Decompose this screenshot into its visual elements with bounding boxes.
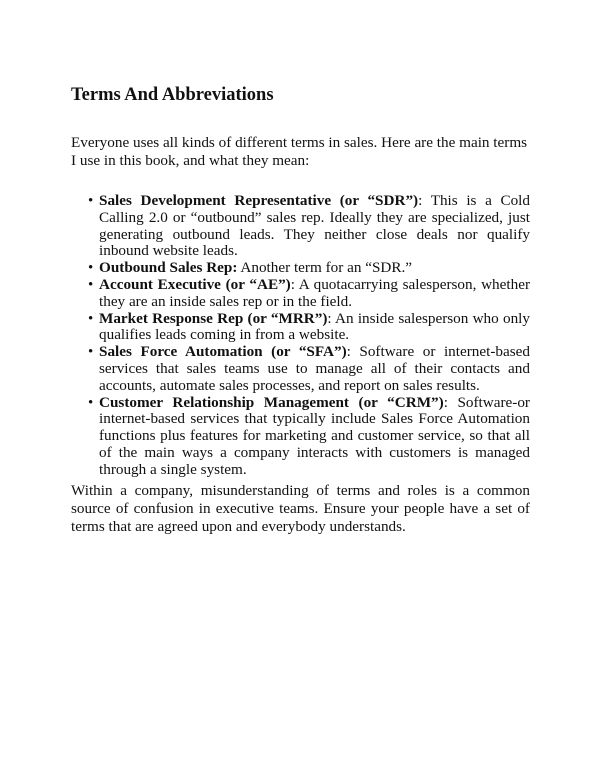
term-definition: A quotacarrying salesperson, whether they are an inside sales rep or in the field. [99, 275, 530, 310]
term-label: Market Response Rep (or “MRR”) [99, 309, 328, 327]
term-label: Sales Force Automation (or “SFA”) [99, 343, 347, 361]
term-definition: Software-or internet-based services that typically include Sales Force Automation functions plus features for marketing and customer service, so that all of the main ways a company interacts with customers is managed through a single system. [99, 393, 530, 478]
terms-list [71, 193, 530, 479]
term-definition: This is a Cold Calling 2.0 or “outbound” sales rep. Ideally they are specialized, just generating outbound leads. They neither close deals nor qualify inbound website leads. [99, 192, 530, 260]
list-item: • Market Response Rep (or “MRR”): An inside salesperson who only qualifies leads coming in from a website. [99, 311, 530, 345]
list-item: • Customer Relationship Management (or “CRM”): Software-or internet-based services that typically include Sales Force Automation functions plus features for marketing and customer service, so that all of the main ways a company interacts with customers is managed through a single system. [99, 395, 530, 479]
term-label: Account Executive (or “AE”) [99, 275, 291, 293]
term-definition: Software or internet-based services that sales teams use to manage all of their contacts and accounts, automate sales processes, and report on sales results. [99, 343, 530, 394]
list-item: • Account Executive (or “AE”): A quotacarrying salesperson, whether they are an inside sales rep or in the field. [99, 277, 530, 311]
page-title: Terms And Abbreviations [71, 85, 274, 105]
term-label: Outbound Sales Rep: [99, 259, 238, 277]
term-definition: Another term for an “SDR.” [240, 259, 413, 277]
list-item: • Sales Force Automation (or “SFA”): Software or internet-based services that sales teams use to manage all of their contacts and accounts, automate sales processes, and report on sales results. [99, 344, 530, 394]
term-label: Customer Relationship Management (or “CRM”) [99, 393, 444, 411]
list-item [99, 260, 530, 277]
intro-paragraph: Everyone uses all kinds of different terms in sales. Here are the main terms I use in this book, and what they mean: [71, 134, 528, 169]
term-label: Sales Development Representative (or “SDR”) [99, 192, 419, 209]
list-item: • Sales Development Representative (or “SDR”): This is a Cold Calling 2.0 or “outbound” sales rep. Ideally they are specialized, just generating outbound leads. They neither close deals nor qualify inbound website leads. [99, 193, 530, 260]
closing-paragraph: Within a company, misunderstanding of terms and roles is a common source of confusion in executive teams. Ensure your people have a set of terms that are agreed upon and everybody understands. [71, 482, 530, 535]
term-definition: An inside salesperson who only qualifies leads coming in from a website. [99, 309, 530, 344]
